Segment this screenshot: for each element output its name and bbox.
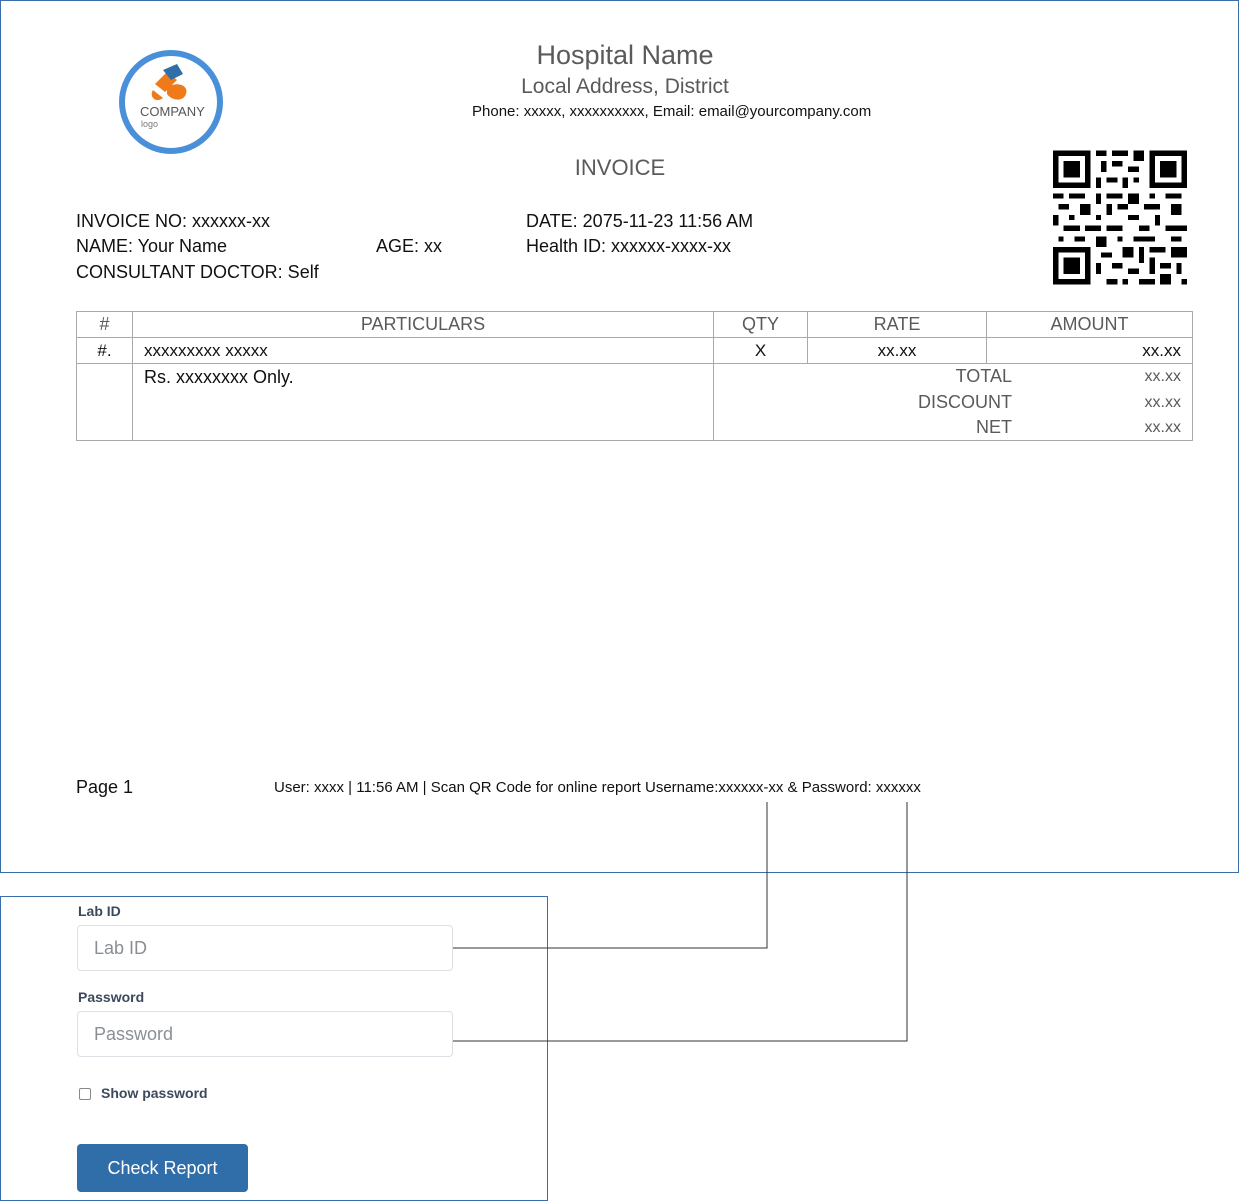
hospital-contact: Phone: xxxxx, xxxxxxxxxx, Email: email@yourcompany.com — [472, 103, 872, 120]
check-report-button[interactable]: Check Report — [77, 1144, 248, 1192]
show-password-label[interactable]: Show password — [101, 1085, 208, 1101]
amount-in-words: Rs. xxxxxxxx Only. — [133, 364, 714, 441]
consultant-doctor: CONSULTANT DOCTOR: Self — [76, 262, 319, 282]
col-header-amount: AMOUNT — [987, 312, 1193, 338]
net-value: xx.xx — [1144, 419, 1181, 436]
lab-id-label: Lab ID — [78, 903, 121, 919]
row-particular: xxxxxxxxx xxxxx — [133, 338, 714, 364]
col-header-qty: QTY — [714, 312, 808, 338]
password-label: Password — [78, 989, 145, 1005]
document-title: INVOICE — [574, 155, 666, 180]
table-row — [77, 338, 1193, 364]
hospital-name: Hospital Name — [536, 40, 714, 70]
summary-totals — [714, 364, 1193, 441]
hospital-address: Local Address, District — [521, 75, 729, 98]
row-rate: xx.xx — [808, 338, 987, 364]
health-id: Health ID: xxxxxx-xxxx-xx — [526, 236, 732, 256]
col-header-rate: RATE — [808, 312, 987, 338]
qr-code-icon — [1053, 149, 1187, 286]
total-label: TOTAL — [955, 366, 1012, 386]
page-number: Page 1 — [76, 777, 134, 797]
show-password-checkbox[interactable] — [79, 1088, 91, 1100]
net-label: NET — [976, 417, 1012, 437]
footer-info: User: xxxx | 11:56 AM | Scan QR Code for online report Username:xxxxxx-xx & Password: xxxxxx — [274, 779, 921, 796]
password-input[interactable] — [77, 1011, 453, 1057]
row-number: #. — [77, 338, 133, 364]
table-header-row — [77, 312, 1193, 338]
invoice-number: INVOICE NO: xxxxxx-xx — [76, 211, 271, 231]
lab-id-input[interactable] — [77, 925, 453, 971]
row-amount: xx.xx — [987, 338, 1193, 364]
total-value: xx.xx — [1144, 368, 1181, 385]
invoice-date: DATE: 2075-11-23 11:56 AM — [526, 211, 754, 231]
summary-row — [77, 364, 1193, 441]
invoice-items-table — [76, 311, 1193, 441]
logo-subtext: logo — [141, 119, 159, 129]
discount-value: xx.xx — [1144, 394, 1181, 411]
col-header-particulars: PARTICULARS — [133, 312, 714, 338]
discount-label: DISCOUNT — [918, 392, 1012, 412]
patient-name: NAME: Your Name — [76, 236, 228, 256]
summary-number-cell — [77, 364, 133, 441]
logo-wordmark: COMPANY — [140, 104, 205, 119]
patient-age: AGE: xx — [376, 236, 443, 256]
company-logo — [119, 50, 223, 154]
row-qty: X — [714, 338, 808, 364]
col-header-number: # — [77, 312, 133, 338]
